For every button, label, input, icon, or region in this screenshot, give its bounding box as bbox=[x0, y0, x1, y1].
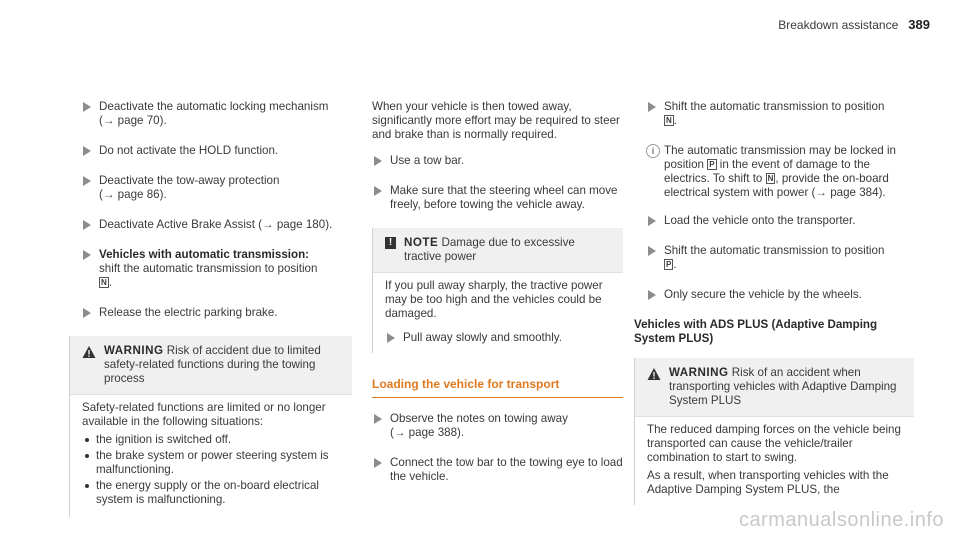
note-label: NOTE bbox=[404, 236, 439, 249]
step-end: . bbox=[673, 114, 678, 127]
step-text: Shift the automatic transmission to position bbox=[664, 100, 885, 113]
warning-bullet-list bbox=[82, 433, 344, 507]
warning-triangle-icon bbox=[82, 345, 96, 359]
step-brake-assist bbox=[69, 218, 352, 232]
section-title: Breakdown assistance bbox=[778, 18, 899, 32]
warning-paragraph: The reduced damping forces on the vehicle being transported can cause the vehicle/trailer combination to start to swing. bbox=[647, 423, 901, 464]
list-item: the energy supply or the on-board electrical system is malfunctioning. bbox=[82, 479, 344, 507]
gear-key-n: N bbox=[101, 278, 107, 287]
step-deactivate-locking bbox=[69, 100, 352, 128]
step-text: Shift the automatic transmission to position bbox=[664, 244, 885, 257]
note-paragraph: If you pull away sharply, the tractive power may be too high and the vehicles could be damaged. bbox=[385, 279, 603, 320]
step-text: Deactivate Active Brake Assist (→ page 180). bbox=[99, 218, 333, 231]
warning-body bbox=[70, 394, 352, 517]
page-reference: (→ page 70). bbox=[99, 114, 167, 127]
warning-title: Risk of accident due to limited safety-related functions during the towing process bbox=[104, 344, 321, 385]
step-arrow-icon bbox=[648, 216, 656, 226]
step-arrow-icon bbox=[83, 102, 91, 112]
section-heading: Loading the vehicle for transport bbox=[372, 377, 623, 398]
note-title: Damage due to excessive tractive power bbox=[404, 236, 575, 263]
step-arrow-icon bbox=[648, 246, 656, 256]
warning-body bbox=[635, 416, 914, 505]
step-end: . bbox=[673, 258, 677, 271]
step-pull-away bbox=[385, 331, 615, 345]
step-arrow-icon bbox=[374, 156, 382, 166]
warning-box bbox=[69, 336, 352, 517]
step-text: Load the vehicle onto the transporter. bbox=[664, 214, 856, 227]
page-number: 389 bbox=[908, 17, 930, 32]
column-3 bbox=[634, 100, 914, 515]
intro-paragraph: When your vehicle is then towed away, significantly more effort may be required to steer and brake than is normally required. bbox=[372, 100, 620, 141]
note-body bbox=[373, 272, 623, 353]
gear-key-p: P bbox=[709, 160, 715, 169]
step-arrow-icon bbox=[83, 250, 91, 260]
note-box bbox=[372, 228, 623, 353]
info-text: , provide the on-board electrical system with power (→ page 384). bbox=[664, 172, 889, 199]
step-tow-away-protection bbox=[69, 174, 352, 202]
step-arrow-icon bbox=[648, 290, 656, 300]
warning-header bbox=[635, 358, 914, 416]
list-item: the brake system or power steering system is malfunctioning. bbox=[82, 449, 344, 477]
column-1 bbox=[69, 100, 352, 527]
step-arrow-icon bbox=[83, 308, 91, 318]
step-text: Use a tow bar. bbox=[390, 154, 465, 167]
step-arrow-icon bbox=[83, 176, 91, 186]
step-text: Release the electric parking brake. bbox=[99, 306, 278, 319]
page-reference: (→ page 388). bbox=[390, 426, 465, 439]
step-shift-neutral bbox=[634, 100, 914, 128]
page-header bbox=[778, 18, 930, 32]
step-arrow-icon bbox=[374, 458, 382, 468]
step-arrow-icon bbox=[83, 146, 91, 156]
step-steering-wheel bbox=[372, 184, 623, 212]
page-reference: (→ page 86). bbox=[99, 188, 167, 201]
step-parking-brake bbox=[69, 306, 352, 320]
step-shift-park bbox=[634, 244, 914, 272]
step-text: Only secure the vehicle by the wheels. bbox=[664, 288, 862, 301]
step-text: Connect the tow bar to the towing eye to load the vehicle. bbox=[390, 456, 623, 483]
watermark: carmanualsonline.info bbox=[738, 509, 944, 531]
warning-triangle-icon bbox=[647, 367, 661, 381]
note-exclamation-icon: ! bbox=[385, 237, 396, 249]
gear-key-n: N bbox=[767, 174, 774, 183]
step-text: Pull away slowly and smoothly. bbox=[403, 331, 562, 344]
step-text: Observe the notes on towing away bbox=[390, 412, 568, 425]
warning-box bbox=[634, 358, 914, 505]
warning-intro: Safety-related functions are limited or no longer available in the following situations: bbox=[82, 401, 326, 428]
warning-title: Risk of an accident when transporting vehicles with Adaptive Damping System PLUS bbox=[669, 366, 897, 407]
step-observe-notes bbox=[372, 412, 623, 440]
step-text: Deactivate the automatic locking mechanism bbox=[99, 100, 329, 113]
list-item: the ignition is switched off. bbox=[82, 433, 344, 447]
column-2 bbox=[350, 100, 623, 500]
step-arrow-icon bbox=[387, 333, 395, 343]
step-arrow-icon bbox=[374, 186, 382, 196]
step-automatic-transmission bbox=[69, 248, 352, 290]
step-bold-label: Vehicles with automatic transmission: bbox=[99, 248, 310, 261]
warning-paragraph: As a result, when transporting vehicles with the Adaptive Damping System PLUS, the bbox=[647, 469, 889, 496]
info-text: in the event of damage to the electrics. To shift to bbox=[664, 158, 870, 185]
step-end: . bbox=[108, 276, 113, 289]
step-arrow-icon bbox=[83, 220, 91, 230]
warning-header bbox=[70, 336, 352, 394]
info-icon: i bbox=[646, 144, 660, 158]
step-tow-bar bbox=[372, 154, 623, 168]
step-load-vehicle bbox=[634, 214, 914, 228]
warning-label: WARNING bbox=[104, 344, 164, 357]
info-text: The automatic transmission may be locked in position bbox=[664, 144, 896, 171]
warning-label: WARNING bbox=[669, 366, 729, 379]
step-arrow-icon bbox=[648, 102, 656, 112]
step-arrow-icon bbox=[374, 414, 382, 424]
gear-key-n: N bbox=[666, 116, 672, 125]
step-text: Make sure that the steering wheel can move freely, before towing the vehicle away. bbox=[390, 184, 618, 211]
note-header bbox=[373, 228, 623, 272]
step-text: Deactivate the tow-away protection bbox=[99, 174, 280, 187]
gear-key-p: P bbox=[666, 260, 672, 269]
info-note bbox=[634, 144, 914, 200]
step-text: shift the automatic transmission to position bbox=[99, 262, 318, 275]
step-secure-wheels bbox=[634, 288, 914, 302]
step-hold-function bbox=[69, 144, 352, 158]
towing-intro-block bbox=[350, 100, 623, 212]
subsection-heading: Vehicles with ADS PLUS (Adaptive Damping System PLUS) bbox=[634, 318, 878, 345]
step-connect-tow-bar bbox=[372, 456, 623, 484]
step-text: Do not activate the HOLD function. bbox=[99, 144, 279, 157]
